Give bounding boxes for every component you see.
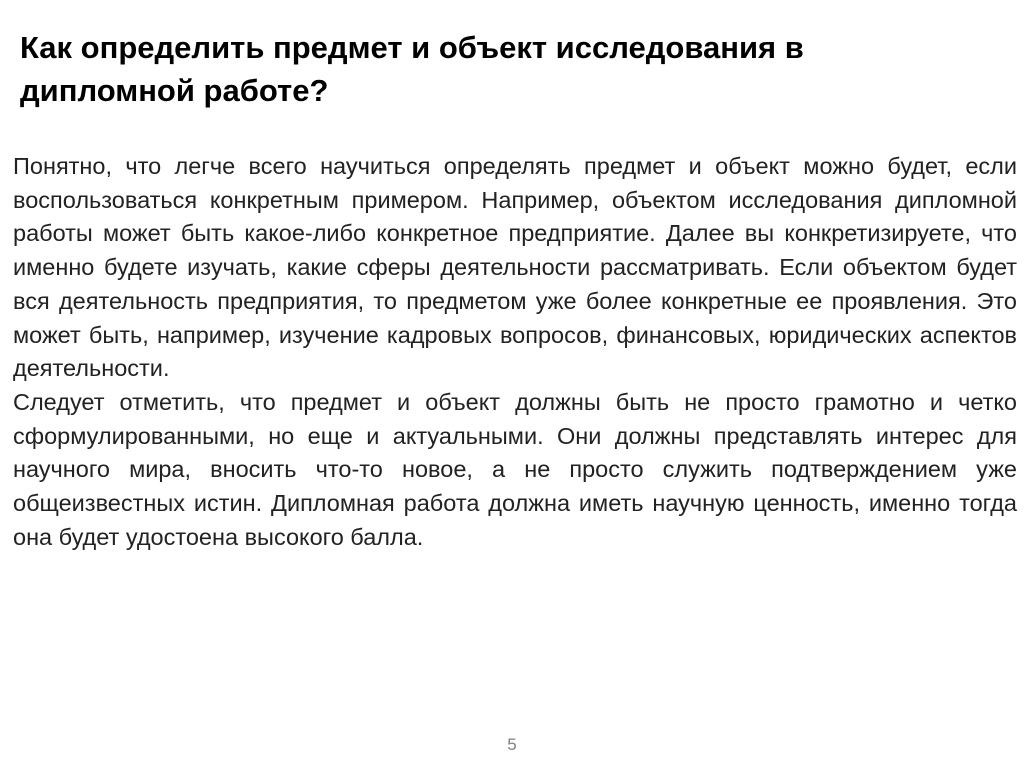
slide-body xyxy=(13,150,1017,554)
slide-title: Как определить предмет и объект исследования в дипломной работе? xyxy=(20,30,804,108)
body-paragraph-1: Понятно, что легче всего научиться определять предмет и объект можно будет, если воспользоваться конкретным примером. Например, объектом исследования дипломной работы может быть какое-либо конкретное предприятие. Далее вы конкретизируете, что именно будете изучать, какие сферы деятельности рассматривать. Если объектом будет вся деятельность предприятия, то предметом уже более конкретные ее проявления. Это может быть, например, изучение кадровых вопросов, финансовых, юридических аспектов деятельности. xyxy=(13,153,1017,382)
page-number: 5 xyxy=(507,735,517,754)
body-paragraph-2: Следует отметить, что предмет и объект должны быть не просто грамотно и четко сформулированными, но еще и актуальными. Они должны представлять интерес для научного мира, вносить что-то новое, а не просто служить подтверждением уже общеизвестных истин. Дипломная работа должна иметь научную ценность, именно тогда она будет удостоена высокого балла. xyxy=(13,388,1017,550)
